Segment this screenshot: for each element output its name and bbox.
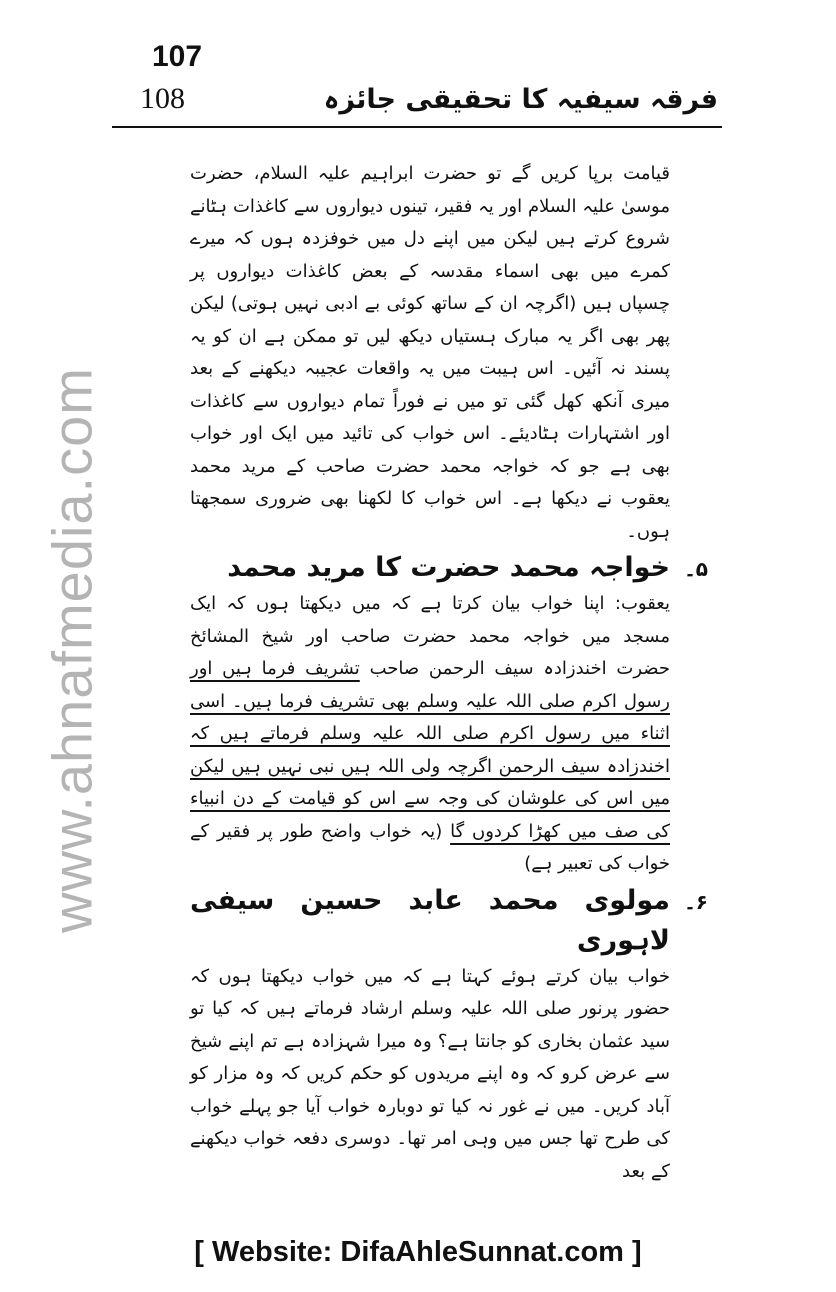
item-text: خواب بیان کرتے ہوئے کہتا ہے کہ میں خواب دیکھتا ہوں کہ حضور پرنور صلی اللہ علیہ وسلم ارشاد فرماتے ہیں کہ کیا تو سید عثمان بخاری کو جانتا ہے؟ وہ میرا شہزادہ ہے تم اپنے شیخ سے عرض کرو کہ وہ اپنے مریدوں کو حکم کریں کہ وہ مزار کو آباد کریں۔ میں نے غور نہ کیا تو دوبارہ خواب آیا جو پہلے خواب کی طرح تھا جس میں وہی امر تھا۔ دوسری دفعہ خواب دیکھنے کے بعد — [190, 965, 670, 1182]
watermark: www.ahnafmedia.com — [40, 367, 104, 933]
item-text-note: (یہ خواب واضح طور پر فقیر کے خواب کی تعبیر ہے) — [190, 820, 670, 874]
page-body — [190, 158, 708, 1188]
item-title: مولوی محمد عابد حسین سیفی لاہوری — [190, 884, 670, 956]
item-title: خواجہ محمد حضرت کا مرید محمد — [227, 552, 670, 583]
page-number-top: 107 — [152, 40, 203, 73]
dream-item-6 — [190, 881, 708, 1189]
website-footer: [ Website: DifaAhleSunnat.com ] — [194, 1236, 642, 1268]
item-heading — [190, 548, 708, 588]
item-number: ۶۔ — [684, 889, 708, 914]
underlined-passage: تشریف فرما ہیں اور رسول اکرم صلی اللہ علیہ وسلم بھی تشریف فرما ہیں۔ اسی اثناء میں رسول اکرم صلی اللہ علیہ وسلم فرماتے ہیں کہ اخندزادہ سیف الرحمن اگرچہ ولی اللہ ہیں نبی نہیں ہیں لیکن میں اس کی علوشان کی وجہ سے اس کو قیامت کے دن انبیاء کی صف میں کھڑا کردوں گا — [190, 658, 670, 842]
item-text-plain: یعقوب: اپنا خواب بیان کرتا ہے کہ میں دیکھتا ہوں کہ ایک مسجد میں خواجہ محمد حضرت صاحب اور شیخ المشائخ حضرت اخندزادہ سیف الرحمن صاحب — [190, 593, 670, 679]
item-heading — [190, 881, 708, 961]
header-rule — [112, 126, 722, 128]
book-page-number: 108 — [140, 82, 185, 115]
running-title: فرقہ سیفیہ کا تحقیقی جائزہ — [323, 84, 718, 115]
intro-paragraph: قیامت برپا کریں گے تو حضرت ابراہیم علیہ السلام، حضرت موسیٰ علیہ السلام اور یہ فقیر، تینوں دیواروں سے کاغذات ہٹانے شروع کرتے ہیں لیکن میں اپنے دل میں خوفزدہ ہوں کہ میرے کمرے میں بھی اسماء مقدسہ کے بعض کاغذات دیواروں پر چسپاں ہیں (اگرچہ ان کے ساتھ کوئی بے ادبی نہیں ہوتی) لیکن پھر بھی اگر یہ مبارک ہستیاں دیکھ لیں تو ممکن ہے ان کو یہ پسند نہ آئیں۔ اس ہیبت میں یہ واقعات عجیبہ دیکھنے کے بعد میری آنکھ کھل گئی تو میں نے فوراً تمام دیواروں سے کاغذات اور اشتہارات ہٹادیئے۔ اس خواب کی تائید میں ایک اور خواب بھی ہے جو کہ خواجہ محمد حضرت صاحب کے مرید محمد یعقوب نے دیکھا ہے۔ اس خواب کا لکھنا بھی ضروری سمجھتا ہوں۔ — [190, 163, 670, 542]
item-number: ۵۔ — [684, 557, 708, 581]
item-text — [190, 588, 670, 881]
dream-item-5 — [190, 548, 708, 881]
